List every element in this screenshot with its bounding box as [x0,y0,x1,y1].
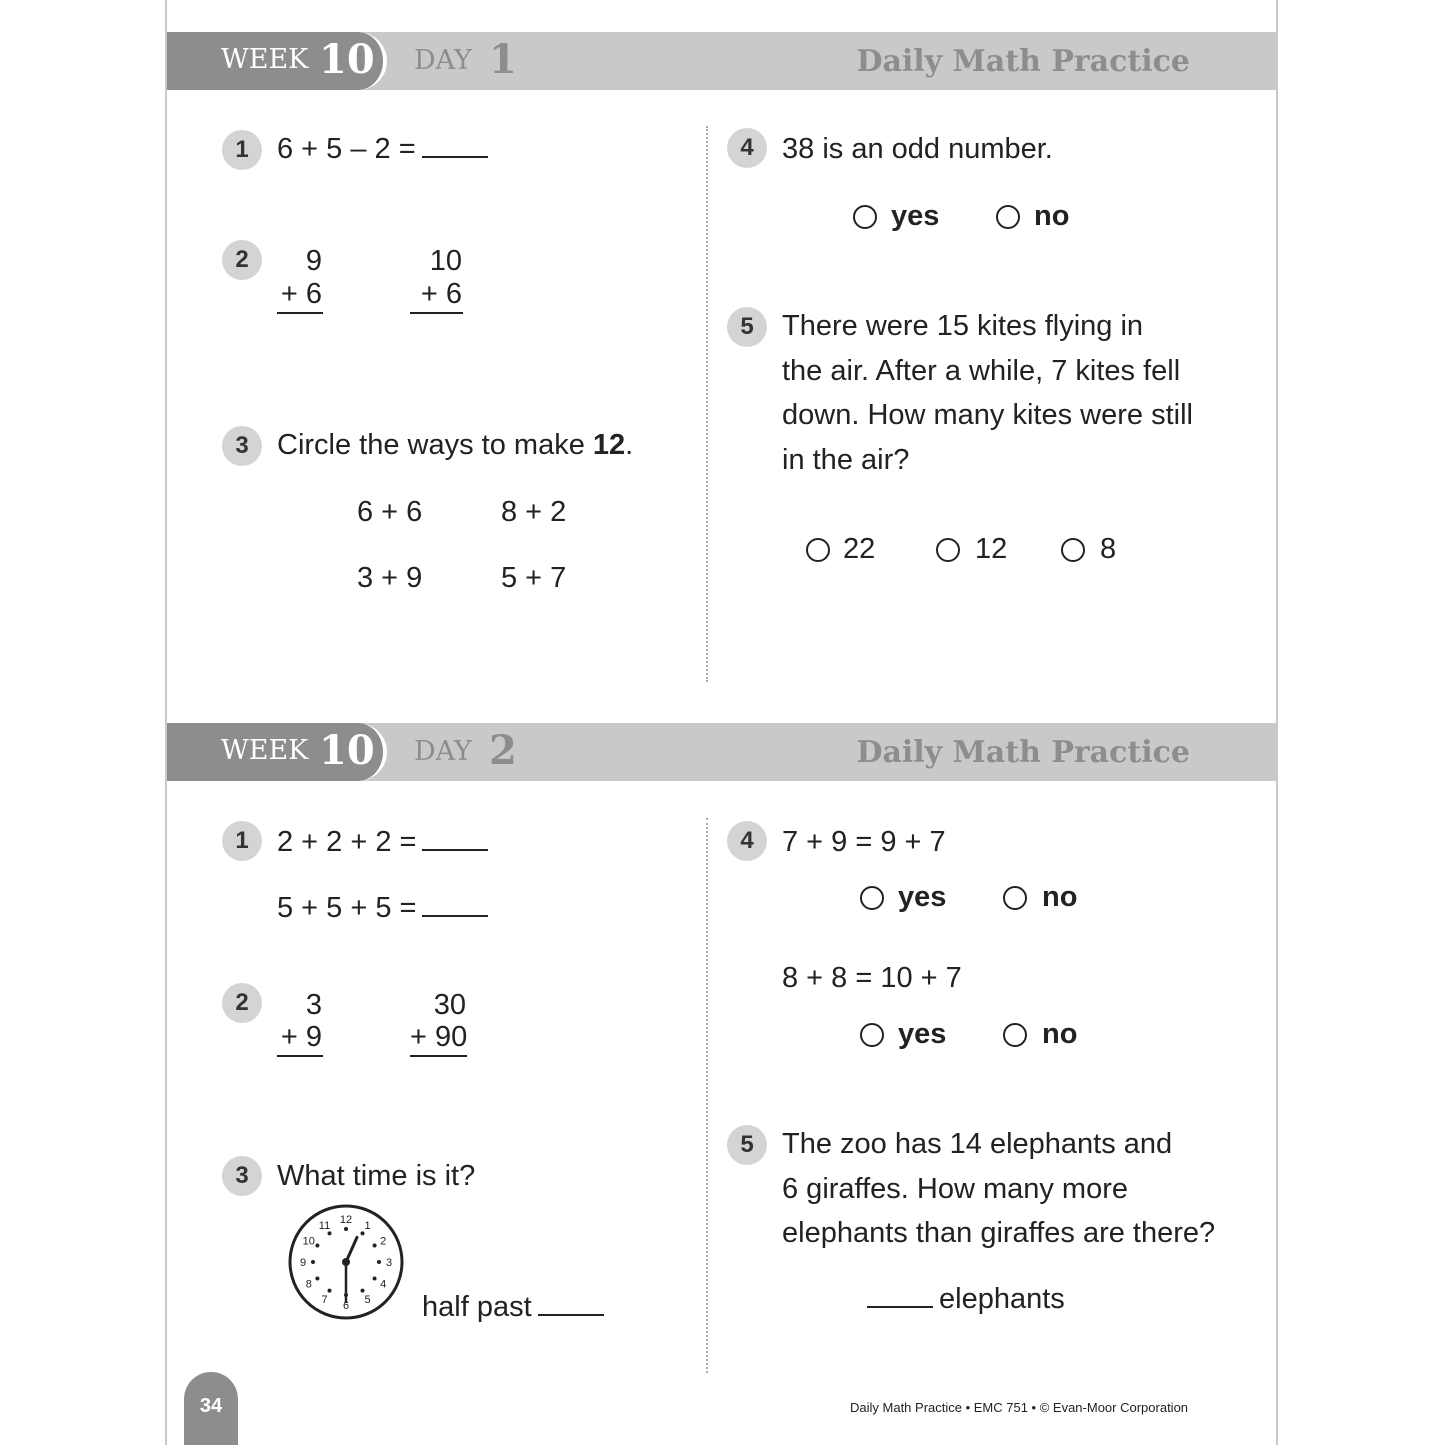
series-title: Daily Math Practice [856,44,1190,79]
page-number: 34 [184,1372,238,1445]
option-expression[interactable]: 3 + 9 [357,562,423,594]
addend-top: 3 [305,989,322,1021]
q3-prompt: What time is it? [277,1160,476,1192]
clock-number: 11 [318,1219,331,1232]
radio-no[interactable] [1003,886,1027,910]
q5-text-line: elephants than giraffes are there? [782,1217,1216,1249]
question-number: 4 [727,821,767,861]
week-number: 10 [319,727,375,774]
answer-blank[interactable] [422,831,488,851]
q5-text-line: The zoo has 14 elephants and [782,1128,1173,1160]
addend-bottom: + 90 [410,1021,468,1053]
clock-tick [311,1260,315,1264]
question-number: 3 [222,426,262,466]
answer-blank[interactable] [538,1296,604,1316]
question-number: 3 [222,1156,262,1196]
clock-tick [328,1289,332,1293]
clock-tick [328,1231,332,1235]
clock-tick [361,1231,365,1235]
series-title: Daily Math Practice [856,735,1190,770]
day-label: DAY [414,736,472,767]
radio-yes[interactable] [860,886,884,910]
q4-statement: 38 is an odd number. [782,133,1053,165]
clock-number: 4 [380,1278,387,1291]
q1-expression: 6 + 5 – 2 = [277,133,488,166]
clock-tick [315,1244,319,1248]
clock-number: 5 [364,1294,371,1307]
q5-text-line: 6 giraffes. How many more [782,1173,1128,1205]
answer-blank[interactable] [867,1288,933,1308]
time-answer: half past [422,1291,604,1324]
answer-line: elephants [867,1283,1065,1316]
q5-text-line: down. How many kites were still [782,399,1193,431]
day-label: DAY [414,45,472,76]
radio-option[interactable] [936,538,960,562]
answer-blank[interactable] [422,897,488,917]
clock-face [287,1203,405,1321]
column-divider [706,818,708,1373]
week-label: WEEK [221,44,309,75]
clock-tick [373,1277,377,1281]
clock-tick [344,1227,348,1231]
addend-top: 9 [305,245,322,277]
option-expression[interactable]: 8 + 2 [501,496,567,528]
q1-expression: 2 + 2 + 2 = [277,826,488,859]
clock-number: 7 [321,1294,328,1307]
q5-text-line: the air. After a while, 7 kites fell [782,355,1181,387]
sum-line [277,1055,323,1057]
addend-top: 10 [429,245,462,277]
option-expression[interactable]: 6 + 6 [357,496,423,528]
clock-number: 12 [339,1214,353,1226]
choice-label: no [1042,881,1078,913]
radio-no[interactable] [996,205,1020,229]
sum-line [277,312,323,314]
sum-line [410,312,463,314]
clock-tick [373,1244,377,1248]
worksheet-page [165,0,1278,1445]
answer-blank[interactable] [422,138,488,158]
question-number: 1 [222,821,262,861]
addend-bottom: + 6 [280,278,322,310]
choice-label: yes [898,1018,947,1050]
radio-no[interactable] [1003,1023,1027,1047]
week-label: WEEK [221,735,309,766]
choice-label: no [1042,1018,1078,1050]
radio-option[interactable] [1061,538,1085,562]
choice-label: yes [891,200,940,232]
question-number: 2 [222,983,262,1023]
day2-header [167,723,1278,781]
question-number: 2 [222,240,262,280]
choice-label: yes [898,881,947,913]
sum-line [410,1055,467,1057]
choice-label: 8 [1100,533,1117,565]
equation: 7 + 9 = 9 + 7 [782,826,946,858]
clock-number: 6 [342,1300,350,1312]
equation: 8 + 8 = 10 + 7 [782,962,962,994]
choice-label: 12 [975,533,1008,565]
radio-option[interactable] [806,538,830,562]
q1-expression: 5 + 5 + 5 = [277,892,488,925]
q5-text-line: There were 15 kites flying in [782,310,1144,342]
week-tab [167,32,387,90]
addend-bottom: + 9 [280,1021,322,1053]
question-number: 5 [727,307,767,347]
choice-label: 22 [843,533,876,565]
question-number: 1 [222,130,262,170]
question-number: 4 [727,128,767,168]
day1-header [167,32,1278,90]
clock-number: 10 [302,1235,315,1248]
day-number: 1 [489,36,517,83]
footer-credit: Daily Math Practice • EMC 751 • © Evan-Moor Corporation [850,1400,1189,1415]
radio-yes[interactable] [860,1023,884,1047]
choice-label: no [1034,200,1070,232]
clock-number: 3 [385,1257,393,1269]
clock-tick [361,1289,365,1293]
addend-top: 30 [433,989,466,1021]
column-divider [706,126,708,682]
q3-prompt: Circle the ways to make 12. [277,429,634,461]
day-number: 2 [489,727,517,774]
radio-yes[interactable] [853,205,877,229]
clock-number: 2 [380,1235,387,1248]
clock-number: 8 [305,1278,312,1291]
clock-number: 9 [299,1257,307,1269]
clock-tick [315,1277,319,1281]
question-number: 5 [727,1125,767,1165]
option-expression[interactable]: 5 + 7 [501,562,567,594]
clock-tick [377,1260,381,1264]
week-number: 10 [319,36,375,83]
addend-bottom: + 6 [420,278,462,310]
week-tab [167,723,387,781]
clock-number: 1 [364,1219,371,1232]
q5-text-line: in the air? [782,444,910,476]
